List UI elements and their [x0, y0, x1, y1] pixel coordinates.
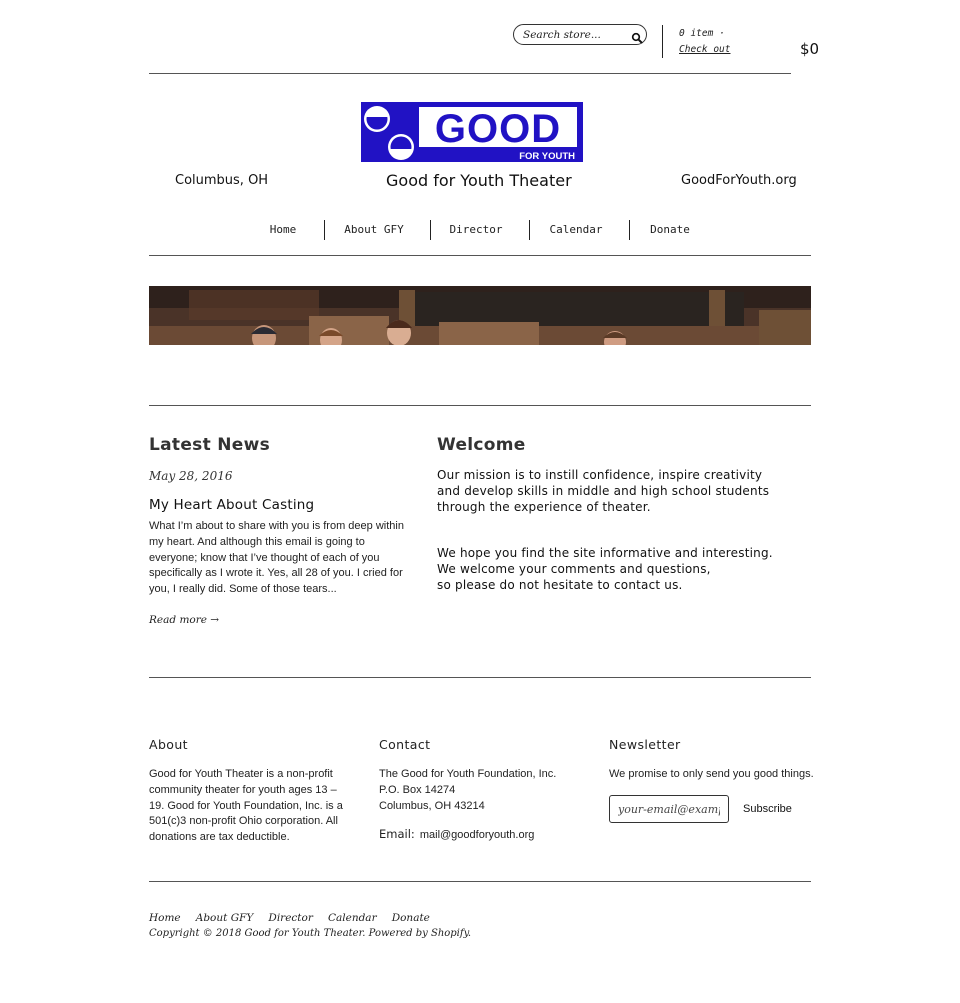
- read-more-link[interactable]: Read more →: [149, 614, 220, 626]
- logo-word: GOOD: [434, 107, 562, 151]
- cart-separator: ·: [719, 28, 725, 39]
- post-title[interactable]: My Heart About Casting: [149, 497, 315, 513]
- nav-calendar[interactable]: Calendar: [549, 223, 603, 236]
- contact-heading: Contact: [379, 737, 431, 752]
- newsletter-email-input[interactable]: [609, 795, 729, 823]
- cart-summary: [679, 26, 759, 58]
- nav-director[interactable]: Director: [449, 223, 503, 236]
- post-date: May 28, 2016: [149, 469, 233, 483]
- copyright: Copyright © 2018 Good for Youth Theater. Powered by Shopify.: [149, 928, 472, 939]
- welcome-line: so please do not hesitate to contact us.: [437, 577, 683, 592]
- email-link[interactable]: mail@goodforyouth.org: [419, 829, 535, 841]
- address-line: P.O. Box 14274: [379, 783, 456, 796]
- nav-donate[interactable]: Donate: [650, 223, 690, 236]
- address-line: The Good for Youth Foundation, Inc.: [379, 768, 557, 780]
- about-heading: About: [149, 737, 188, 752]
- contact-address: [379, 767, 589, 814]
- contact-email: [379, 827, 589, 844]
- content-rule: [149, 405, 811, 406]
- hero-image: [149, 286, 811, 345]
- nav-separator: [629, 220, 630, 240]
- site-domain: GoodForYouth.org: [681, 173, 797, 188]
- search-input[interactable]: [523, 29, 631, 41]
- nav-separator: [430, 220, 431, 240]
- nav-rule: [149, 255, 811, 256]
- checkout-link[interactable]: Check out: [679, 44, 731, 55]
- newsletter-text: We promise to only send you good things.: [609, 768, 814, 780]
- nav-about[interactable]: About GFY: [344, 223, 404, 236]
- footer-nav-calendar[interactable]: Calendar: [327, 912, 377, 924]
- site-logo[interactable]: [361, 102, 583, 166]
- header-rule: [149, 73, 791, 74]
- welcome-heading: Welcome: [437, 435, 526, 455]
- post-excerpt: What I’m about to share with you is from deep within my heart. And although this email is going to everyone; know that I’ve thought of each of you specifically as I wrote it. Yes, all 28 of you. I cried for you, I really did. Some of those tears...: [149, 520, 404, 596]
- site-name: Good for Youth Theater: [386, 171, 572, 190]
- email-label: Email:: [379, 827, 415, 841]
- welcome-line: We welcome your comments and questions,: [437, 561, 711, 576]
- cart-count: 0 item: [679, 28, 714, 39]
- nav-separator: [324, 220, 325, 240]
- search-box[interactable]: [513, 24, 647, 45]
- welcome-line: We hope you find the site informative and interesting.: [437, 546, 773, 560]
- footer-nav-director[interactable]: Director: [268, 912, 313, 924]
- footer-top-rule: [149, 677, 811, 678]
- mission-text: Our mission is to instill confidence, inspire creativity and develop skills in middle and high school students through the experience of theater.: [437, 468, 770, 514]
- footer-bottom-rule: [149, 881, 811, 882]
- subscribe-button[interactable]: Subscribe: [738, 795, 797, 823]
- logo-tagline: FOR YOUTH: [519, 151, 575, 162]
- newsletter-heading: Newsletter: [609, 737, 681, 752]
- nav-home[interactable]: Home: [269, 223, 297, 236]
- location: Columbus, OH: [175, 173, 269, 188]
- cart-total: $0: [800, 40, 820, 58]
- footer-nav-donate[interactable]: Donate: [391, 912, 430, 924]
- latest-news-heading: Latest News: [149, 435, 271, 455]
- address-line: Columbus, OH 43214: [379, 799, 485, 812]
- main-nav: [149, 220, 811, 242]
- footer-nav: [149, 906, 440, 925]
- about-text: Good for Youth Theater is a non-profit community theater for youth ages 13 – 19. Good for Youth Foundation, Inc. is a 501(c)3 non-profit Ohio corporation. All donations are tax deductible.: [149, 768, 343, 844]
- footer-nav-home[interactable]: Home: [149, 912, 181, 924]
- nav-separator: [529, 220, 530, 240]
- header-divider: [662, 25, 663, 58]
- footer-nav-about[interactable]: About GFY: [195, 912, 254, 924]
- welcome-text: [437, 546, 797, 593]
- search-icon[interactable]: [631, 29, 643, 41]
